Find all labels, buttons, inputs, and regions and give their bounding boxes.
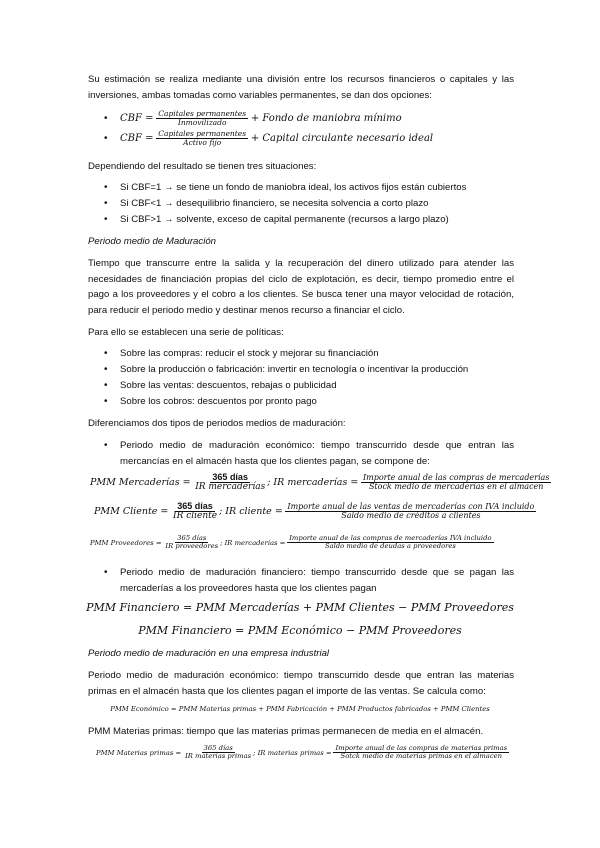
equation-text: PMM Financiero = PMM Mercaderías + PMM Clientes − PMM Proveedores [86,601,514,614]
fraction-numerator: Capitales permanentes [158,109,247,118]
bullet: • [104,112,108,124]
formula-fraction [285,503,536,521]
maturation-paragraph: Tiempo que transcurre entre la salida y la recuperación del dinero utilizado para atender las necesidades de financiación propias del ciclo de explotación, es decir, tiempo promedio entre el pago a los proveedores y el cobro a los clientes. Se busca tener una mayor velocidad de rotación, para reducir el periodo medio y destinar menos recurso a financiar el ciclo. [88,258,514,316]
bullet: • [104,182,108,193]
bullet: • [104,198,108,209]
policies-intro: Para ello se establecen una serie de políticas: [88,327,284,338]
fraction-denominator: Stock medio de mercaderías en el almacen [368,482,544,492]
formula-fraction [361,474,551,492]
pmm-proveedores-formula [90,535,494,550]
cbf-formula-1 [104,110,402,127]
bullet: • [104,567,108,578]
fraction-denominator: Saldo medio de créditos a clientes [341,511,481,521]
cbf-rest: + Capital circulante necesario ideal [250,132,434,144]
cbf-lhs: CBF = [120,132,154,144]
bullet: • [104,440,108,451]
fraction-numerator: Importe anual de las compras de materias primas [335,744,508,752]
pmm-financiero-equation-2 [0,624,600,637]
list-item-text: Sobre las ventas: descuentos, rebajas o publicidad [120,380,337,391]
bullet: • [104,348,108,359]
formula-fraction [287,535,493,550]
formula-fraction [183,745,253,760]
bullet: • [104,214,108,225]
cbf-lhs: CBF = [120,112,154,124]
industrial-paragraph: Periodo medio de maduración económico: tiempo transcurrido desde que entran las materias primas en el almacén hasta que los clientes pagan el importe de las ventas. Se calcula como: [88,670,514,697]
bullet: • [104,364,108,375]
fraction-numerator: Capitales permanentes [158,129,247,138]
equation-text: PMM Financiero = PMM Económico − PMM Proveedores [138,624,462,637]
bullet: • [104,380,108,391]
equation-text: PMM Económico = PMM Materias primas + PMM Fabricación + PMM Productos fabricados + PMM Clientes [110,705,490,713]
fraction-denominator: IR mercaderías [195,482,266,493]
fraction-denominator: IR proveedores [165,542,219,551]
formula-fraction [193,473,267,493]
formula-lhs: PMM Cliente = [94,506,169,518]
section-heading: Periodo medio de maduración en una empresa industrial [88,648,330,659]
pmm-mercaderias-formula [90,473,551,493]
formula-mid: ; IR cliente = [219,506,283,518]
fraction-numerator: 365 días [203,744,233,752]
list-item-text: Si CBF>1 → solvente, exceso de capital permanente (recursos a largo plazo) [120,214,449,225]
formula-lhs: PMM Proveedores = [90,538,162,547]
pmm-economico-equation [0,705,600,713]
formula-lhs: PMM Mercaderías = [90,477,191,489]
pmm-materias-primas-formula [96,745,509,760]
cbf-formula-2 [104,130,433,147]
fraction-numerator: 365 días [177,534,207,542]
pmm-cliente-formula [94,502,536,522]
pmm-financiero-equation-1 [0,601,600,614]
section-heading: Periodo medio de Maduración [88,236,216,247]
fraction-denominator: IR cliente [173,511,218,522]
formula-fraction [333,745,509,760]
formula-mid: ; IR mercaderías = [220,538,286,547]
fraction-denominator: Saldo medio de deudas a proveedores [324,542,456,551]
fraction-numerator: Importe anual de las compras de mercaderías IVA incluido [289,534,492,542]
fraction-numerator: 365 días [177,501,213,511]
fraction-numerator: Importe anual de las ventas de mercaderías con IVA incluido [287,502,535,512]
fraction-denominator: IR materias primas [185,752,252,761]
fraction-numerator: Importe anual de las compras de mercaderías [362,473,550,483]
types-intro: Diferenciamos dos tipos de periodos medios de maduración: [88,418,346,429]
list-item-text: Si CBF<1 → desequilibrio financiero, se necesita solvencia a corto plazo [120,198,429,209]
fraction-denominator: Activo fijo [183,137,222,147]
formula-fraction [171,502,219,522]
formula-fraction [163,535,220,550]
list-item-text: Si CBF=1 → se tiene un fondo de maniobra ideal, los activos fijos están cubiertos [120,182,467,193]
cbf-rest: + Fondo de maniobra mínimo [250,112,402,124]
list-item-text: Sobre la producción o fabricación: invertir en tecnología o incentivar la producción [120,364,469,375]
formula-mid: ; IR materias primas = [253,748,332,757]
fraction-denominator: Sotck medio de materias primas en el almacen [340,752,503,761]
list-item-text: Periodo medio de maduración económico: tiempo transcurrido desde que entran las mercancías en el almacén hasta que los clientes pagan, se compone de: [120,440,514,467]
list-item-text: Periodo medio de maduración financiero: tiempo transcurrido desde que se pagan las mercaderías a los proveedores hasta que los clientes pagan [120,567,514,594]
intro-paragraph: Su estimación se realiza mediante una división entre los recursos financieros o capitales y las inversiones, ambas tomadas como variables permanentes, se dan dos opciones: [88,74,514,101]
bullet: • [104,396,108,407]
fraction-denominator: Inmovilizado [177,117,227,127]
formula-mid: ; IR mercaderías = [267,477,359,489]
fraction-numerator: 365 días [212,472,248,482]
list-item-text: Sobre los cobros: descuentos por pronto pago [120,396,317,407]
dependency-intro: Dependiendo del resultado se tienen tres situaciones: [88,161,317,172]
bullet: • [104,132,108,144]
cbf-fraction [156,130,248,147]
list-item-text: Sobre las compras: reducir el stock y mejorar su financiación [120,348,379,359]
materias-primas-paragraph: PMM Materias primas: tiempo que las materias primas permanecen de media en el almacén. [88,726,484,737]
formula-lhs: PMM Materias primas = [96,748,182,757]
cbf-fraction [156,110,248,127]
